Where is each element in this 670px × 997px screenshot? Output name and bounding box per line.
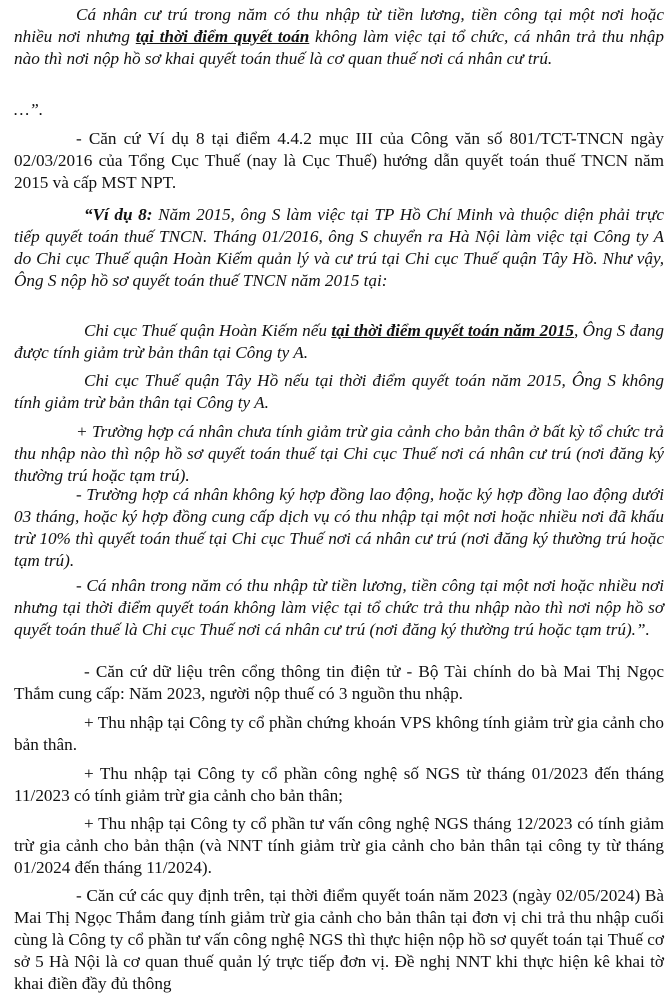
paragraph-ellipsis: …”. xyxy=(14,100,44,119)
paragraph-no-contract: - Trường hợp cá nhân không ký hợp đồng lao động, hoặc ký hợp đồng lao động dưới 03 tháng, hoặc ký hợp đồng cung cấp dịch vụ có thu nhập tại một nơi hoặc nhiều nơi đã khấu trừ 10% thì quyết toán thuế tại Chi cục Thuế nơi cá nhân cư trú (nơi đăng ký thường trú hoặc tạm trú). xyxy=(14,485,664,570)
emphasis-settlement-time: tại thời điểm quyết toán xyxy=(135,27,310,46)
paragraph-resident-rule: Cá nhân cư trú trong năm có thu nhập từ tiền lương, tiền công tại một nơi hoặc nhiều nơi nhưng tại thời điểm quyết toán không làm việc tại tổ chức, cá nhân trả thu nhập nào thì nơi nộp hồ sơ khai quyết toán thuế là cơ quan thuế nơi cá nhân cư trú. xyxy=(14,5,664,68)
paragraph-tay-ho: Chi cục Thuế quận Tây Hồ nếu tại thời điểm quyết toán năm 2015, Ông S không tính giảm trừ bản thân tại Công ty A. xyxy=(14,371,664,412)
paragraph-example-8: “Ví dụ 8: Năm 2015, ông S làm việc tại TP Hồ Chí Minh và thuộc diện phải trực tiếp quyết toán thuế TNCN. Tháng 01/2016, ông S chuyển ra Hà Nội làm việc tại Công ty A do Chi cục Thuế quận Hoàn Kiếm quản lý và cư trú tại Chi cục Thuế quận Tây Hồ. Như vậy, Ông S nộp hồ sơ quyết toán thuế TNCN năm 2015 tại: xyxy=(14,205,664,290)
paragraph-income-ngs-digital: + Thu nhập tại Công ty cổ phần công nghệ số NGS từ tháng 01/2023 đến tháng 11/2023 có tính giảm trừ gia cảnh cho bản thân; xyxy=(14,764,664,805)
paragraph-income-vps: + Thu nhập tại Công ty cổ phần chứng khoán VPS không tính giảm trừ gia cảnh cho bản thân. xyxy=(14,713,664,754)
emphasis-settlement-2015: tại thời điểm quyết toán năm 2015 xyxy=(331,321,575,340)
paragraph-no-deduction: + Trường hợp cá nhân chưa tính giảm trừ gia cảnh cho bản thân ở bất kỳ tổ chức trả thu nhập nào thì nộp hồ sơ quyết toán thuế tại Chi cục Thuế nơi cá nhân cư trú (nơi đăng ký thường trú hoặc tạm trú). xyxy=(14,422,664,485)
paragraph-portal-data: - Căn cứ dữ liệu trên cổng thông tin điện tử - Bộ Tài chính do bà Mai Thị Ngọc Thắm cung cấp: Năm 2023, người nộp thuế có 3 nguồn thu nhập. xyxy=(14,662,664,703)
paragraph-not-working: - Cá nhân trong năm có thu nhập từ tiền lương, tiền công tại một nơi hoặc nhiều nơi nhưng tại thời điểm quyết toán không làm việc tại tổ chức trả thu nhập nào thì nơi nộp hồ sơ quyết toán thuế là Chi cục Thuế nơi cá nhân cư trú (nơi đăng ký thường trú hoặc tạm trú).”. xyxy=(14,576,664,639)
paragraph-hoan-kiem: Chi cục Thuế quận Hoàn Kiếm nếu tại thời điểm quyết toán năm 2015, Ông S đang được tính giảm trừ bản thân tại Công ty A. xyxy=(14,321,664,362)
paragraph-conclusion: - Căn cứ các quy định trên, tại thời điểm quyết toán năm 2023 (ngày 02/05/2024) Bà Mai Thị Ngọc Thắm đang tính giảm trừ gia cảnh cho bản thân tại đơn vị chi trả thu nhập cuối cùng là Công ty cổ phần tư vấn công nghệ NGS thì thực hiện nộp hồ sơ quyết toán tại Thuế cơ sở 5 Hà Nội là cơ quan thuế quản lý trực tiếp đơn vị. Đề nghị NNT khi thực hiện kê khai tờ khai điền đầy đủ thông xyxy=(14,886,664,993)
paragraph-income-ngs-consulting: + Thu nhập tại Công ty cổ phần tư vấn công nghệ NGS tháng 12/2023 có tính giảm trừ gia cảnh cho bản thận (và NNT tính giảm trừ gia cảnh cho bản thân tại công ty từ tháng 01/2024 đến tháng 11/2024). xyxy=(14,814,664,877)
paragraph-reference-801: - Căn cứ Ví dụ 8 tại điểm 4.4.2 mục III của Công văn số 801/TCT-TNCN ngày 02/03/2016 của Tổng Cục Thuế (nay là Cục Thuế) hướng dẫn quyết toán thuế TNCN năm 2015 và cấp MST NPT. xyxy=(14,129,664,192)
